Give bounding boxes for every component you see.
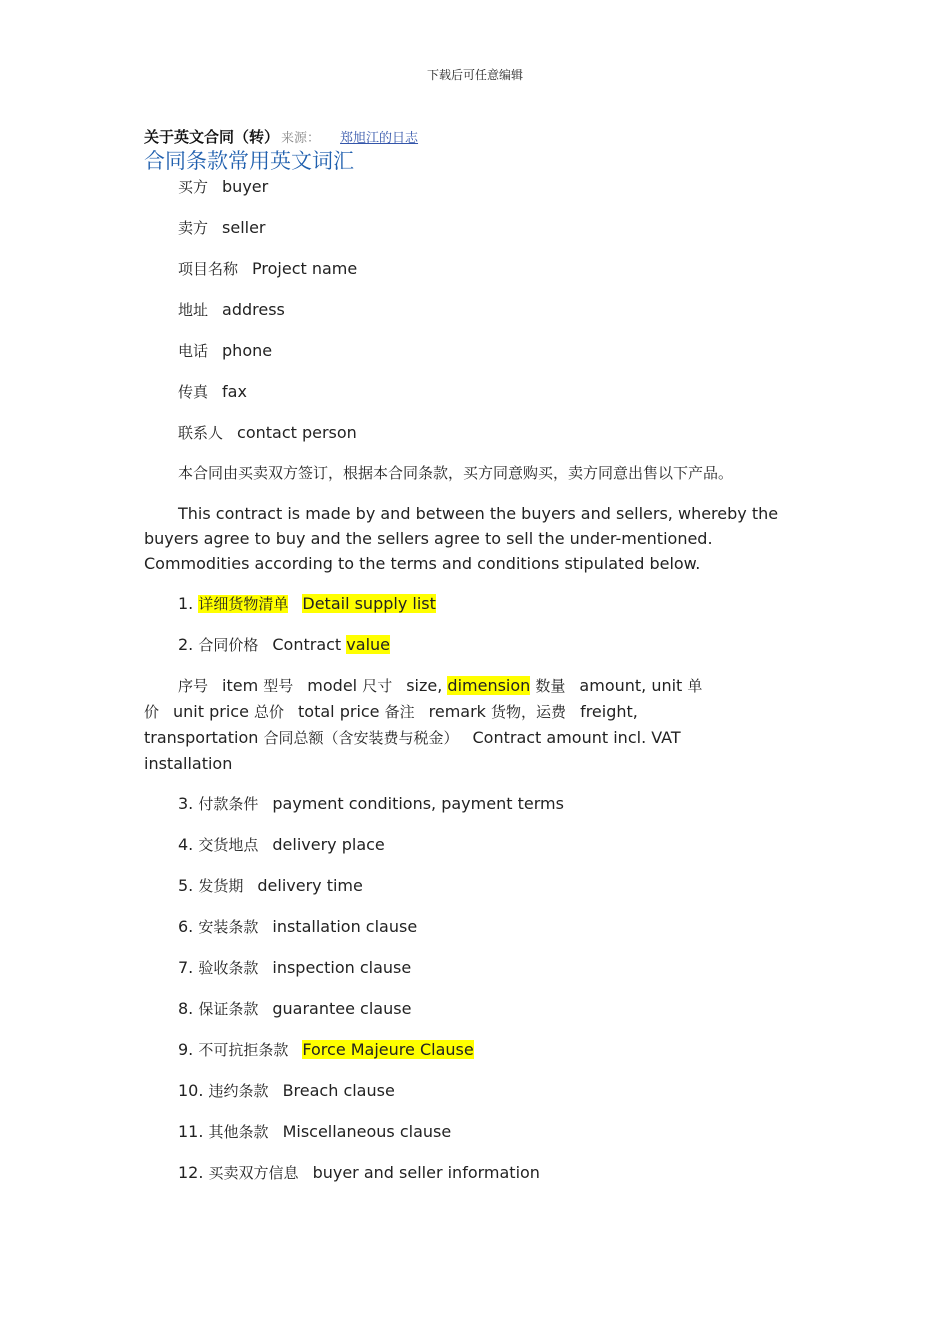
type-en: model [307, 676, 358, 695]
seq-zh: 序号 [178, 677, 209, 695]
clause-number: 1. [178, 594, 194, 613]
clause-item [144, 1119, 814, 1145]
clause-item [144, 873, 814, 899]
section-heading: 合同条款常用英文词汇 [144, 149, 354, 173]
clause-zh: 交货地点 [198, 836, 259, 854]
total-en: total price [298, 702, 380, 721]
clause-number: 8. [178, 999, 194, 1018]
source-link[interactable]: 郑旭江的日志 [340, 131, 419, 146]
header-note: 下载后可任意编辑 [426, 68, 523, 82]
dimension-term: dimension [447, 676, 531, 695]
vocab-item [144, 379, 814, 405]
clause-item [144, 832, 814, 858]
remark-en: remark [428, 702, 486, 721]
vocab-zh: 电话 [178, 342, 209, 360]
qty-zh: 数量 [535, 677, 566, 695]
clause-en: buyer and seller information [312, 1163, 540, 1182]
clause-item [144, 791, 814, 817]
clause-zh: 合同价格 [198, 636, 259, 654]
vocab-en: contact person [237, 423, 357, 442]
clause-item [144, 1078, 814, 1104]
intro-zh: 本合同由买卖双方签订，根据本合同条款，买方同意购买，卖方同意出售以下产品。 [178, 464, 734, 482]
clause-number: 5. [178, 876, 194, 895]
source-label: 来源： [281, 131, 321, 146]
vocab-zh: 联系人 [178, 424, 224, 442]
vocab-en: phone [222, 341, 273, 360]
contract-total-en: Contract amount incl. VAT [472, 728, 681, 747]
freight-zh: 货物，运费 [491, 703, 567, 721]
total-zh: 总价 [254, 703, 285, 721]
vocab-list [144, 174, 814, 446]
clause-en: Miscellaneous clause [282, 1122, 452, 1141]
unit-zh-b: 价 [144, 703, 160, 721]
vocab-item [144, 174, 814, 200]
clause-number: 10. [178, 1081, 204, 1100]
clause-en: Breach clause [282, 1081, 395, 1100]
vocab-item [144, 256, 814, 282]
unit-zh-a: 单 [687, 677, 703, 695]
clause-zh: 保证条款 [198, 1000, 259, 1018]
clause-zh: 验收条款 [198, 959, 259, 977]
vocab-zh: 卖方 [178, 219, 209, 237]
clause-en-highlight: value [346, 635, 390, 654]
vocab-item [144, 420, 814, 446]
vocab-en: Project name [252, 259, 358, 278]
vocab-en: fax [222, 382, 247, 401]
clause-number: 11. [178, 1122, 204, 1141]
clause-zh: 付款条件 [198, 795, 259, 813]
vocab-zh: 买方 [178, 178, 209, 196]
vocab-item [144, 215, 814, 241]
clause-number: 7. [178, 958, 194, 977]
vocab-en: seller [222, 218, 266, 237]
clause-number: 2. [178, 635, 194, 654]
clause-number: 9. [178, 1040, 194, 1059]
vocab-item [144, 297, 814, 323]
clause-en: guarantee clause [272, 999, 412, 1018]
clause-en: payment conditions, payment terms [272, 794, 564, 813]
unit-en: unit price [173, 702, 249, 721]
vocab-zh: 地址 [178, 301, 209, 319]
transport-en: transportation [144, 728, 259, 747]
intro-en: This contract is made by and between the buyers and sellers, whereby the buyers agree to buy and the sellers agree to sell the under-mentioned. Commodities according to the terms and conditions stipulated below. [144, 504, 779, 573]
vocab-item [144, 338, 814, 364]
qty-en: amount, unit [579, 676, 683, 695]
clause-en: delivery place [272, 835, 385, 854]
size-en: size, [406, 676, 443, 695]
type-zh: 型号 [263, 677, 294, 695]
clause-number: 4. [178, 835, 194, 854]
clause-zh: 买卖双方信息 [208, 1164, 299, 1182]
clause-en: Detail supply list [302, 594, 436, 613]
clause-en-highlight: Force Majeure Clause [302, 1040, 474, 1059]
table-terms [144, 673, 814, 776]
clause-item [144, 914, 814, 940]
clause-zh: 违约条款 [208, 1082, 269, 1100]
clause-item [144, 1037, 814, 1063]
size-zh: 尺寸 [362, 677, 393, 695]
clause-number: 12. [178, 1163, 204, 1182]
vocab-zh: 传真 [178, 383, 209, 401]
clause-list [144, 791, 814, 1186]
clause-number: 3. [178, 794, 194, 813]
clause-zh: 安装条款 [198, 918, 259, 936]
clause-en: Contract [272, 635, 342, 654]
document-body [144, 126, 814, 1201]
clause-zh: 详细货物清单 [198, 595, 289, 613]
contract-total-zh: 合同总额（含安装费与税金） [263, 729, 459, 747]
clause-item [144, 1160, 814, 1186]
clause-en: inspection clause [272, 958, 412, 977]
installation-en: installation [144, 754, 233, 773]
clause-number: 6. [178, 917, 194, 936]
clause-item [144, 996, 814, 1022]
clause-1 [144, 591, 814, 617]
vocab-en: buyer [222, 177, 269, 196]
vocab-zh: 项目名称 [178, 260, 239, 278]
article-title: 关于英文合同（转） [144, 128, 280, 146]
clause-item [144, 955, 814, 981]
article-title-line [144, 126, 814, 148]
clause-zh: 发货期 [198, 877, 244, 895]
remark-zh: 备注 [384, 703, 415, 721]
clause-zh: 其他条款 [208, 1123, 269, 1141]
clause-zh: 不可抗拒条款 [198, 1041, 289, 1059]
seq-en: item [222, 676, 259, 695]
clause-en: installation clause [272, 917, 418, 936]
freight-en: freight, [580, 702, 638, 721]
vocab-en: address [222, 300, 285, 319]
clause-en: delivery time [257, 876, 363, 895]
clause-2 [144, 632, 814, 658]
